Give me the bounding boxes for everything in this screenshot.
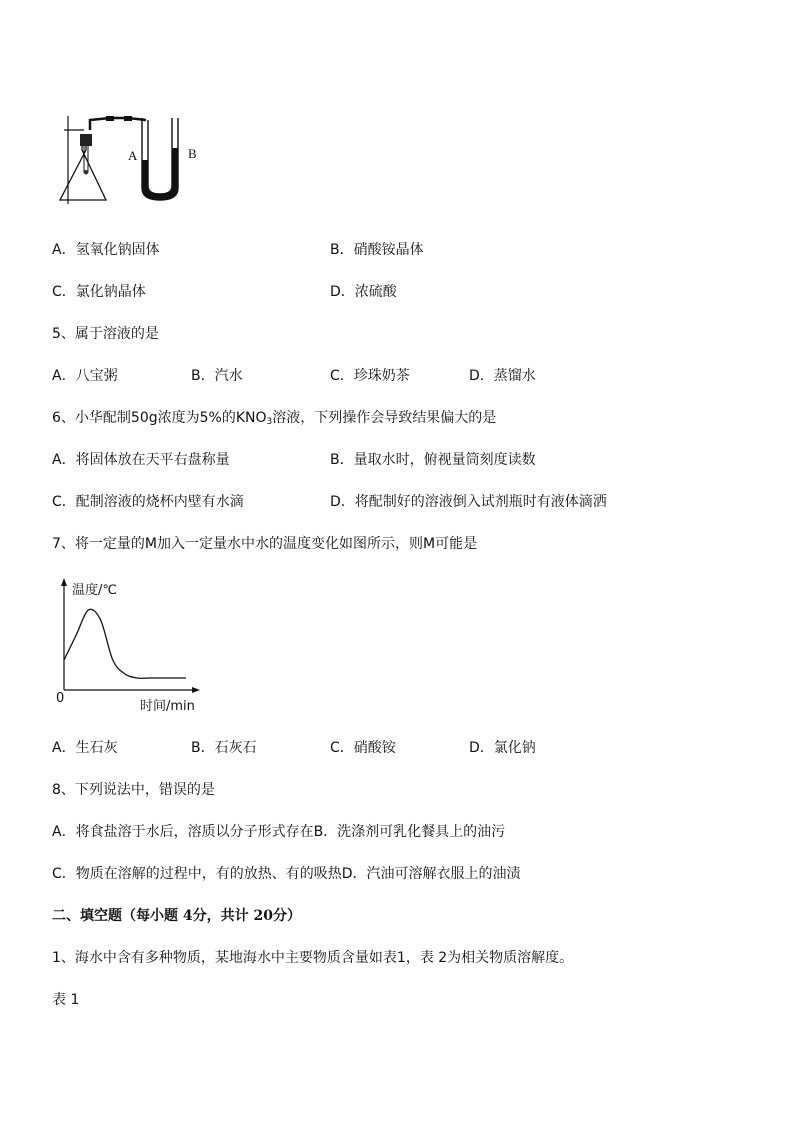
q6-option-b[interactable]: B．量取水时，俯视量筒刻度读数 — [330, 452, 536, 468]
q5-stem: 5、属于溶液的是 — [52, 326, 159, 342]
table-label: 表 1 — [52, 992, 80, 1008]
x-axis-arrow — [192, 687, 200, 693]
q7-option-a[interactable]: A．生石灰 — [52, 740, 118, 756]
q5-option-d[interactable]: D．蒸馏水 — [469, 368, 536, 384]
temperature-chart — [52, 578, 212, 718]
q6-option-c[interactable]: C．配制溶液的烧杯内壁有水滴 — [52, 494, 244, 510]
q6-stem-prefix: 6、小华配制50g浓度为5%的KNO — [52, 410, 267, 426]
y-axis-arrow — [61, 578, 67, 586]
q7-stem: 7、将一定量的M加入一定量水中水的温度变化如图所示，则M可能是 — [52, 536, 478, 552]
q4-option-d[interactable]: D．浓硫酸 — [330, 284, 397, 300]
q6-stem-subscript: 3 — [266, 417, 273, 427]
fill1-stem: 1、海水中含有多种物质，某地海水中主要物质含量如表1，表 2为相关物质溶解度。 — [52, 950, 574, 966]
q6-option-a[interactable]: A．将固体放在天平右盘称量 — [52, 452, 230, 468]
q6-stem-suffix: 溶液，下列操作会导致结果偏大的是 — [272, 410, 497, 426]
q8-stem: 8、下列说法中，错误的是 — [52, 782, 215, 798]
q7-option-b[interactable]: B．石灰石 — [191, 740, 257, 756]
apparatus-figure — [50, 108, 220, 208]
q7-option-d[interactable]: D．氯化钠 — [469, 740, 536, 756]
section-heading: 二、填空题（每小题 4分，共计 20分） — [52, 908, 301, 924]
origin-label: 0 — [56, 691, 65, 706]
q8-options-cd[interactable]: C．物质在溶解的过程中，有的放热、有的吸热D．汽油可溶解衣服上的油渍 — [52, 866, 521, 882]
q4-option-b[interactable]: B．硝酸铵晶体 — [330, 242, 424, 258]
q8-options-ab[interactable]: A．将食盐溶于水后，溶质以分子形式存在B．洗涤剂可乳化餐具上的油污 — [52, 824, 506, 840]
x-axis-label: 时间/min — [140, 699, 195, 714]
q5-option-c[interactable]: C．珍珠奶茶 — [330, 368, 410, 384]
label-a: A — [128, 148, 138, 163]
label-b: B — [188, 146, 197, 161]
q6-stem — [52, 409, 496, 431]
q5-option-b[interactable]: B．汽水 — [191, 368, 243, 384]
q6-option-d[interactable]: D．将配制好的溶液倒入试剂瓶时有液体滴洒 — [330, 494, 607, 510]
q4-option-a[interactable]: A．氢氧化钠固体 — [52, 242, 160, 258]
q7-option-c[interactable]: C．硝酸铵 — [330, 740, 396, 756]
temperature-curve — [64, 609, 186, 678]
y-axis-label: 温度/℃ — [72, 583, 117, 598]
q5-option-a[interactable]: A．八宝粥 — [52, 368, 118, 384]
q4-option-c[interactable]: C．氯化钠晶体 — [52, 284, 146, 300]
